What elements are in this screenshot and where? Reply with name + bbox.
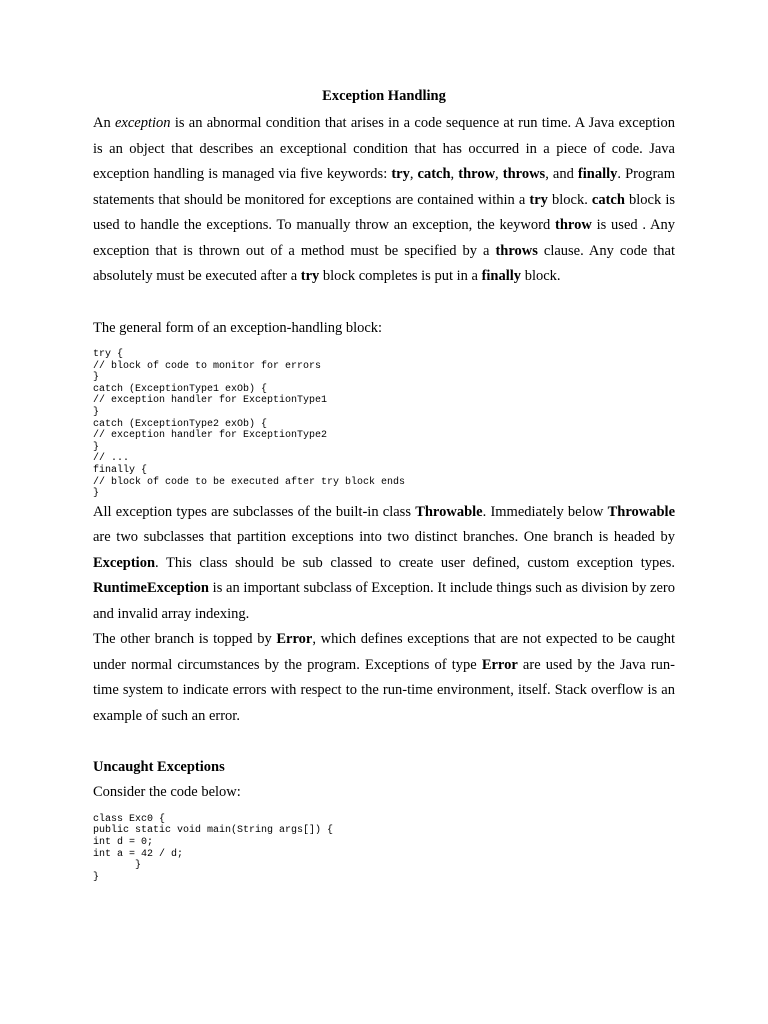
general-form-label: The general form of an exception-handling block:	[93, 319, 383, 336]
error-paragraph: The other branch is topped by Error, which defines exceptions that are not expected to be caught under normal circumstances by the program. Exceptions of type Error are used by the Java run-time system to indicate errors with respect to the run-time environment, itself. Stack overflow is an example of such an error.	[93, 631, 675, 724]
consider-label: Consider the code below:	[93, 784, 241, 801]
uncaught-exceptions-heading: Uncaught Exceptions	[93, 759, 225, 776]
exception-term: exception	[115, 115, 171, 131]
keyword-catch: catch	[417, 166, 451, 182]
code-block-exc0: class Exc0 { public static void main(String args[]) { int d = 0; int a = 42 / d; } }	[93, 813, 334, 883]
keyword-throws: throws	[502, 166, 546, 182]
keyword-try: try	[391, 166, 410, 182]
intro-paragraph: An exception is an abnormal condition that arises in a code sequence at run time. A Java exception is an object that describes an exceptional condition that has occurred in a piece of code. Java exception handling is managed via five keywords: try, catch, throw, throws, and finally. Program statements that should be monitored for exceptions are contained within a try block. catch block is used to handle the exceptions. To manually throw an exception, the keyword throw is used . Any exception that is thrown out of a method must be specified by a throws clause. Any code that absolutely must be executed after a try block completes is put in a finally block.	[93, 115, 676, 284]
document-page	[93, 86, 675, 883]
keyword-finally: finally	[577, 166, 618, 182]
keyword-throw: throw	[458, 166, 496, 182]
throwable-paragraph: All exception types are subclasses of the built-in class Throwable. Immediately below Throwable are two subclasses that partition exceptions into two distinct branches. One branch is headed by Exception. This class should be sub classed to create user defined, custom exception types. RuntimeException is an important subclass of Exception. It include things such as division by zero and invalid array indexing.	[93, 503, 676, 622]
document-title: Exception Handling	[322, 88, 446, 104]
code-block-try-catch: try { // block of code to monitor for errors } catch (ExceptionType1 exOb) { // exception handler for ExceptionType1 } catch (ExceptionType2 exOb) { // exception handler for ExceptionType2 } // ... finally { // block of code to be executed after try block ends }	[93, 349, 406, 500]
